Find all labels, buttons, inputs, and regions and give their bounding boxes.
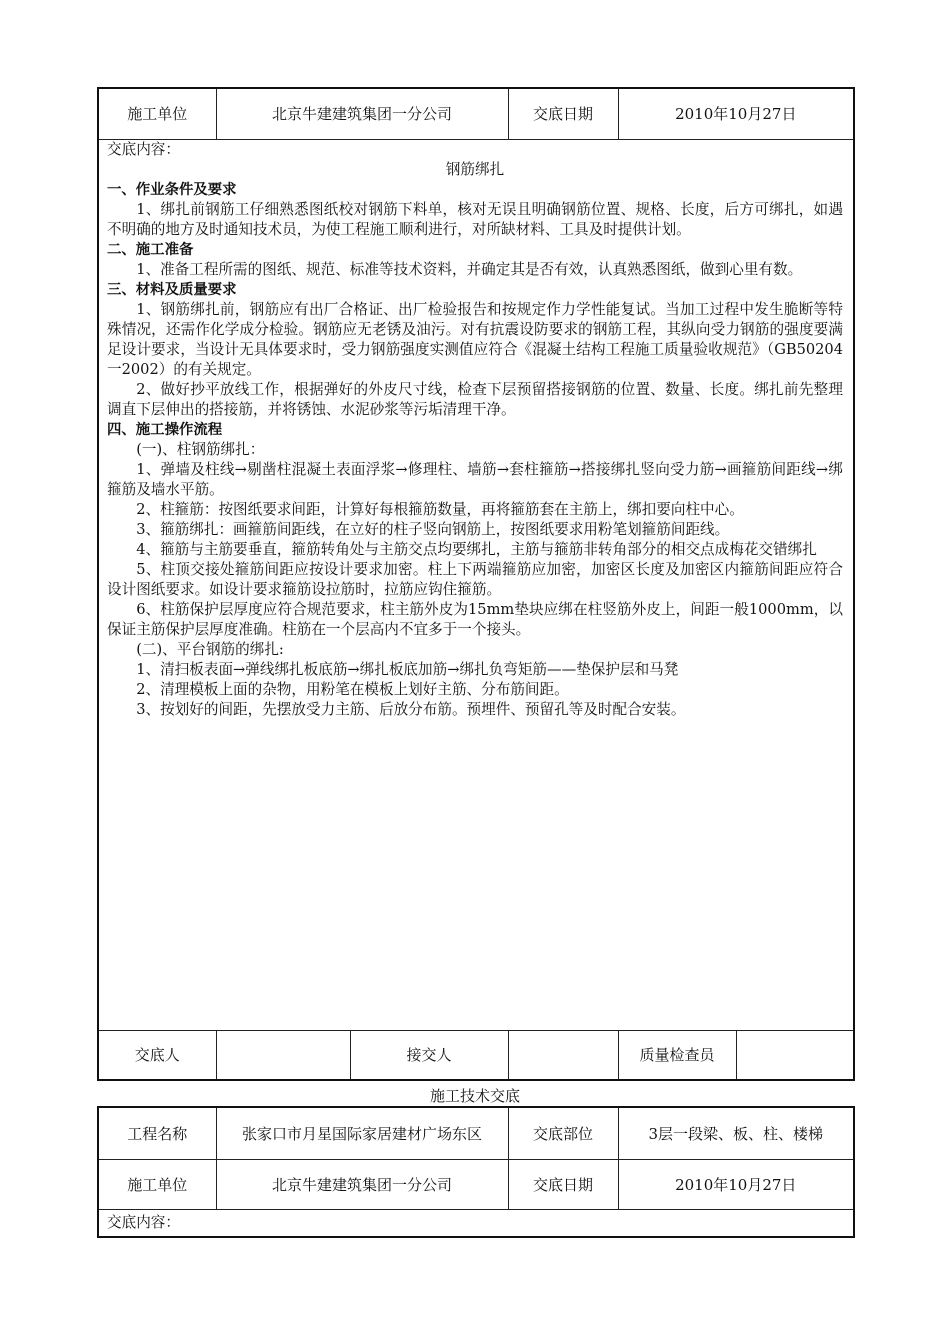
inspector-label: 质量检查员 [618,1030,736,1080]
paragraph: 1、准备工程所需的图纸、规范、标准等技术资料，并确定其是否有效，认真熟悉图纸，做到心里有数。 [136,261,803,278]
signer-label: 交底人 [98,1030,216,1080]
section-heading: 三、材料及质量要求 [107,282,237,298]
paragraph: 2、做好抄平放线工作，根据弹好的外皮尺寸线，检查下层预留搭接钢筋的位置、数量、长度。绑扎前先整理调直下层伸出的搭接筋，并将锈蚀、水泥砂浆等污垢清理干净。 [107,381,843,418]
subsection-heading: (一)、柱钢筋绑扎： [136,441,265,458]
paragraph: 2、柱箍筋：按图纸要求间距，计算好每根箍筋数量，再将箍筋套在主筋上，绑扣要向柱中心。 [136,501,744,518]
content-cell [98,1209,854,1237]
unit-value: 北京牛建建筑集团一分公司 [216,88,508,139]
paragraph: 6、柱筋保护层厚度应符合规范要求，柱主筋外皮为15mm垫块应绑在柱竖筋外皮上，间距一般1000mm，以保证主筋保护层厚度准确。柱筋在一个层高内不宜多于一个接头。 [107,601,843,638]
section-heading: 一、作业条件及要求 [107,182,237,198]
section-heading: 二、施工准备 [107,242,194,258]
content-label: 交底内容： [107,141,180,158]
part-value: 3层一段梁、板、柱、楼梯 [618,1107,854,1159]
subsection-heading: (二)、平台钢筋的绑扎: [136,641,284,658]
content-title: 钢筋绑扎 [445,161,505,178]
unit-label: 施工单位 [98,1159,216,1209]
receiver-label: 接交人 [350,1030,508,1080]
receiver-value [508,1030,618,1080]
paragraph: 3、按划好的间距，先摆放受力主筋、后放分布筋。预埋件、预留孔等及时配合安装。 [136,701,686,718]
handover-sheet-2 [97,1106,855,1238]
form-caption: 施工技术交底 [429,1087,520,1105]
date-value: 2010年10月27日 [618,88,854,139]
paragraph: 3、箍筋绑扎：画箍筋间距线，在立好的柱子竖向钢筋上，按图纸要求用粉笔划箍筋间距线。 [136,521,730,538]
paragraph: 5、柱顶交接处箍筋间距应按设计要求加密。柱上下两端箍筋应加密，加密区长度及加密区内箍筋间距应符合设计图纸要求。如设计要求箍筋设拉筋时，拉筋应钩住箍筋。 [107,561,843,598]
date-label: 交底日期 [508,88,618,139]
paragraph: 2、清理模板上面的杂物，用粉笔在模板上划好主筋、分布筋间距。 [136,681,569,698]
unit-value: 北京牛建建筑集团一分公司 [216,1159,508,1209]
project-value: 张家口市月星国际家居建材广场东区 [216,1107,508,1159]
signer-value [216,1030,350,1080]
paragraph: 1、弹墙及柱线→剔凿柱混凝土表面浮浆→修理柱、墙筋→套柱箍筋→搭接绑扎竖向受力筋→画箍筋间距线→绑箍筋及墙水平筋。 [107,461,843,498]
project-label: 工程名称 [98,1107,216,1159]
date-value: 2010年10月27日 [618,1159,854,1209]
paragraph: 1、钢筋绑扎前，钢筋应有出厂合格证、出厂检验报告和按规定作力学性能复试。当加工过程中发生脆断等特殊情况，还需作化学成分检验。钢筋应无老锈及油污。对有抗震设防要求的钢筋工程，其纵向受力钢筋的强度要满足设计要求，当设计无具体要求时，受力钢筋强度实测值应符合《混凝土结构工程施工质量验收规范》（GB50204一2002）的有关规定。 [107,301,843,378]
unit-label: 施工单位 [98,88,216,139]
part-label: 交底部位 [508,1107,618,1159]
date-label: 交底日期 [508,1159,618,1209]
section-heading: 四、施工操作流程 [107,422,223,438]
handover-content [99,139,851,1029]
paragraph: 4、箍筋与主筋要垂直，箍筋转角处与主筋交点均要绑扎，主筋与箍筋非转角部分的相交点成梅花交错绑扎 [136,541,817,558]
paragraph: 1、清扫板表面→弹线绑扎板底筋→绑扎板底加筋→绑扎负弯矩筋——垫保护层和马凳 [136,661,679,678]
content-label: 交底内容： [107,1214,180,1231]
inspector-value [736,1030,854,1080]
paragraph: 1、绑扎前钢筋工仔细熟悉图纸校对钢筋下料单，核对无误且明确钢筋位置、规格、长度，后方可绑扎，如遇不明确的地方及时通知技术员，为使工程施工顺利进行，对所缺材料、工具及时提供计划。 [107,201,843,238]
